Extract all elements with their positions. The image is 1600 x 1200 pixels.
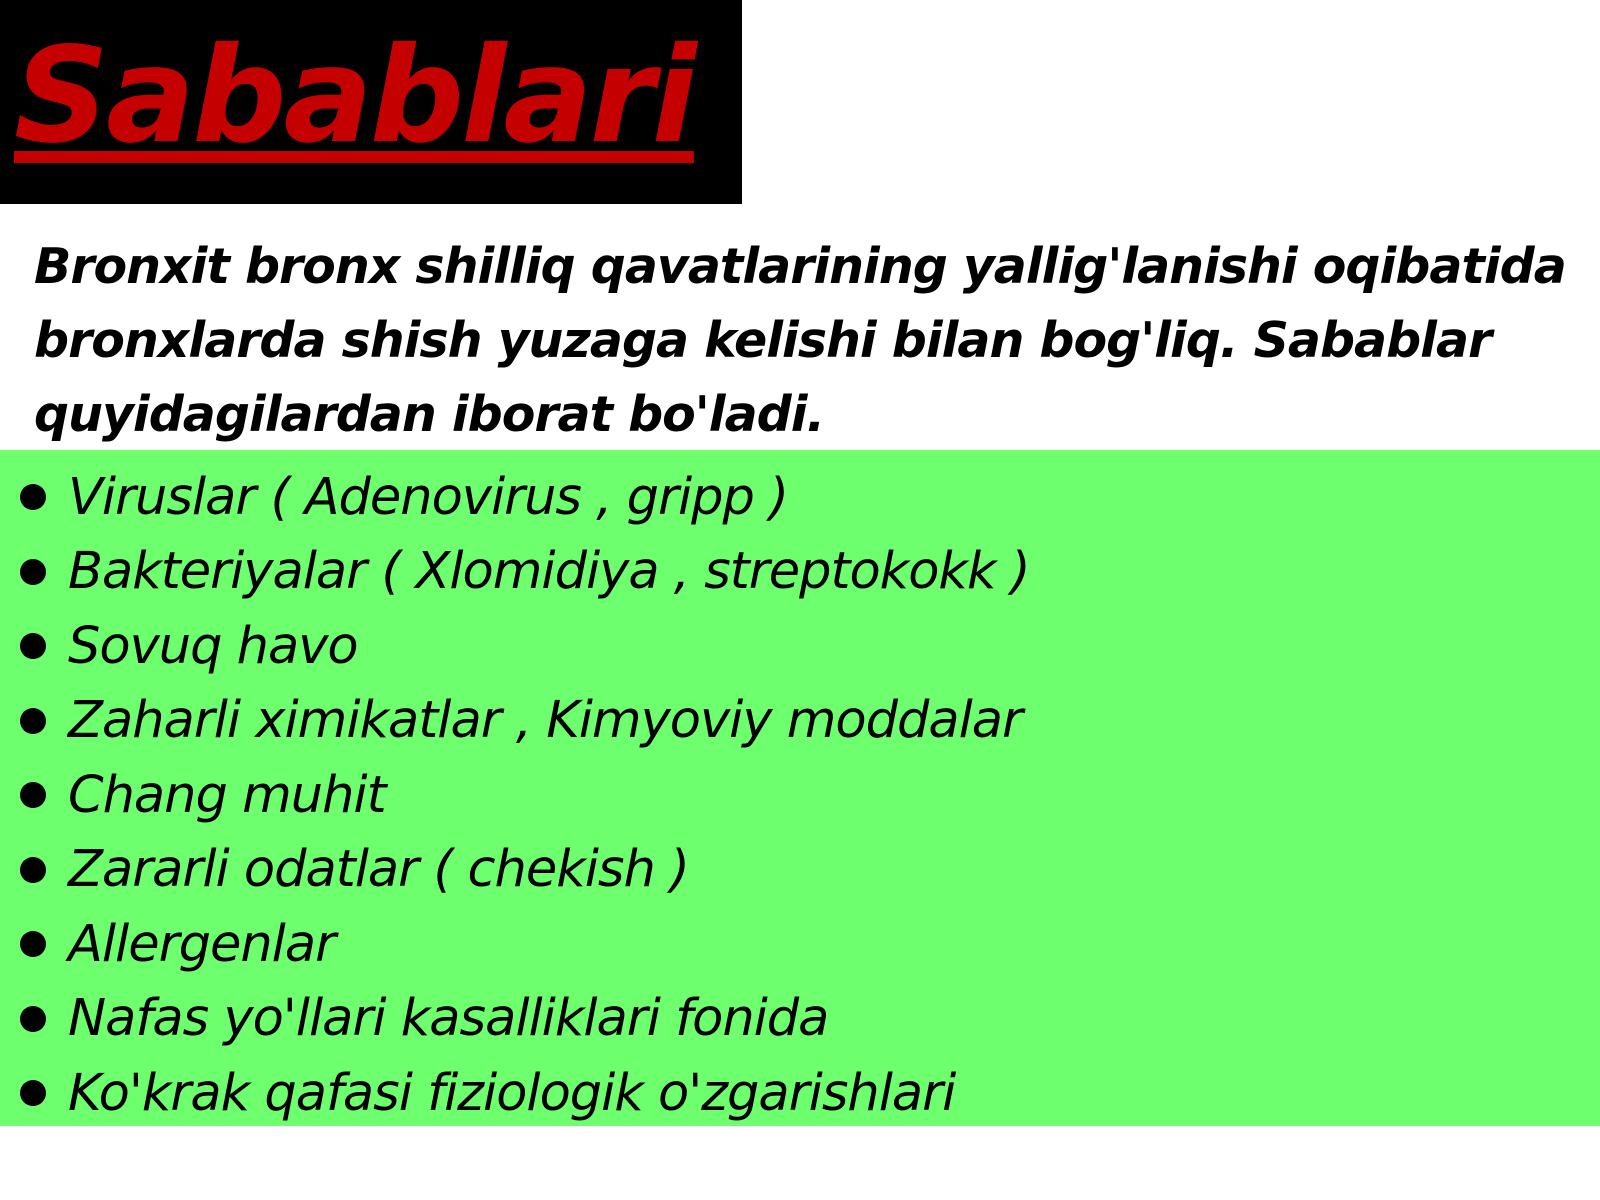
cause-label: Bakteriyalar ( Xlomidiya , streptokokk ) <box>68 542 1030 602</box>
list-item <box>20 758 1030 833</box>
bullet-icon <box>20 1006 46 1032</box>
slide-title: Sabablari <box>14 19 694 173</box>
list-item <box>20 833 1030 908</box>
intro-paragraph: Bronxit bronx shilliq qavatlarining yallig'lanishi oqibatida bronxlarda shish yuzaga kelishi bilan bog'liq. Sabablar quyidagilardan iborat bo'ladi. <box>34 238 1566 443</box>
list-item <box>20 535 1030 610</box>
cause-label: Chang muhit <box>68 765 386 825</box>
list-item <box>20 1056 1030 1131</box>
bullet-icon <box>20 857 46 883</box>
list-item <box>20 460 1030 535</box>
bullet-icon <box>20 484 46 510</box>
list-item <box>20 907 1030 982</box>
list-item <box>20 684 1030 759</box>
bullet-icon <box>20 708 46 734</box>
title-box <box>0 0 742 204</box>
cause-label: Sovuq havo <box>68 616 358 676</box>
cause-label: Nafas yo'llari kasalliklari fonida <box>68 989 829 1049</box>
cause-label: Viruslar ( Adenovirus , gripp ) <box>68 467 789 527</box>
list-item <box>20 982 1030 1057</box>
list-item <box>20 609 1030 684</box>
causes-panel <box>0 450 1600 1126</box>
cause-label: Ko'krak qafasi fiziologik o'zgarishlari <box>68 1063 956 1123</box>
causes-list <box>20 460 1030 1131</box>
bullet-icon <box>20 931 46 957</box>
cause-label: Zaharli ximikatlar , Kimyoviy moddalar <box>68 691 1022 751</box>
cause-label: Allergenlar <box>68 914 336 974</box>
cause-label: Zararli odatlar ( chekish ) <box>68 840 689 900</box>
bullet-icon <box>20 633 46 659</box>
bullet-icon <box>20 782 46 808</box>
bullet-icon <box>20 559 46 585</box>
bullet-icon <box>20 1080 46 1106</box>
